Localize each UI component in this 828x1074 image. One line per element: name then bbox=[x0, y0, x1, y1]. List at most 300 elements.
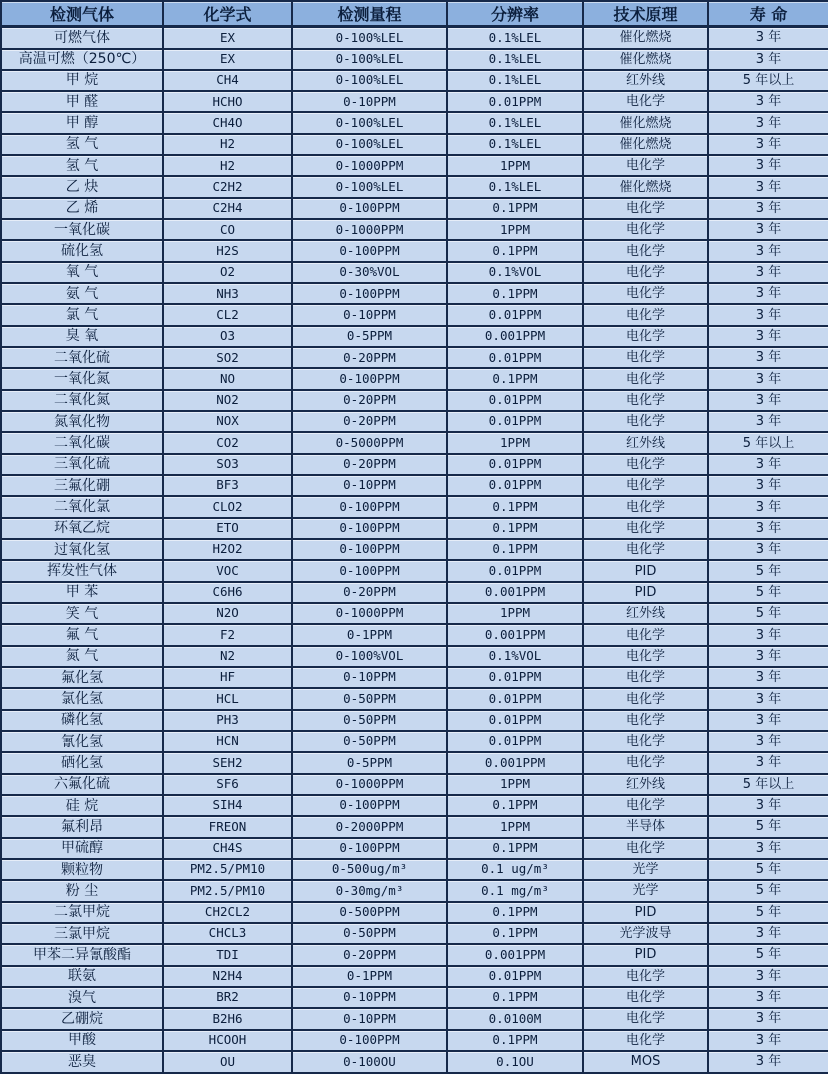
formula-cell: PM2.5/PM10 bbox=[163, 880, 292, 901]
resolution-cell: 1PPM bbox=[447, 603, 583, 624]
resolution-cell: 0.01PPM bbox=[447, 304, 583, 325]
gas-cell: 六氟化硫 bbox=[1, 774, 163, 795]
table-body bbox=[1, 27, 828, 1074]
gas-cell: 硅 烷 bbox=[1, 795, 163, 816]
table-row bbox=[1, 49, 828, 70]
principle-cell: 电化学 bbox=[583, 710, 708, 731]
formula-cell: BF3 bbox=[163, 475, 292, 496]
formula-cell: TDI bbox=[163, 944, 292, 965]
resolution-cell: 0.1%VOL bbox=[447, 646, 583, 667]
lifespan-cell: 5 年 bbox=[708, 816, 828, 837]
gas-cell: 一氧化碳 bbox=[1, 219, 163, 240]
range-cell: 0-30mg/m³ bbox=[292, 880, 447, 901]
lifespan-cell: 3 年 bbox=[708, 710, 828, 731]
table-row bbox=[1, 987, 828, 1008]
principle-cell: 催化燃烧 bbox=[583, 27, 708, 49]
lifespan-cell: 3 年 bbox=[708, 219, 828, 240]
range-cell: 0-100%LEL bbox=[292, 49, 447, 70]
table-row bbox=[1, 923, 828, 944]
resolution-cell: 0.1%LEL bbox=[447, 27, 583, 49]
range-cell: 0-5000PPM bbox=[292, 432, 447, 453]
lifespan-cell: 3 年 bbox=[708, 27, 828, 49]
formula-cell: ETO bbox=[163, 518, 292, 539]
table-row bbox=[1, 198, 828, 219]
formula-cell: VOC bbox=[163, 560, 292, 581]
resolution-cell: 0.1PPM bbox=[447, 198, 583, 219]
formula-cell: HCL bbox=[163, 688, 292, 709]
range-cell: 0-10PPM bbox=[292, 987, 447, 1008]
principle-cell: 催化燃烧 bbox=[583, 176, 708, 197]
resolution-cell: 0.1%LEL bbox=[447, 49, 583, 70]
range-cell: 0-10PPM bbox=[292, 667, 447, 688]
formula-cell: B2H6 bbox=[163, 1008, 292, 1029]
formula-cell: CH2CL2 bbox=[163, 902, 292, 923]
lifespan-cell: 3 年 bbox=[708, 347, 828, 368]
range-cell: 0-100%LEL bbox=[292, 70, 447, 91]
table-row bbox=[1, 795, 828, 816]
lifespan-cell: 3 年 bbox=[708, 475, 828, 496]
resolution-cell: 0.01PPM bbox=[447, 347, 583, 368]
principle-cell: 电化学 bbox=[583, 262, 708, 283]
resolution-cell: 0.01PPM bbox=[447, 966, 583, 987]
table-row bbox=[1, 454, 828, 475]
range-cell: 0-1000PPM bbox=[292, 774, 447, 795]
lifespan-cell: 5 年 bbox=[708, 560, 828, 581]
gas-cell: 乙 烯 bbox=[1, 198, 163, 219]
gas-cell: 甲 醛 bbox=[1, 91, 163, 112]
resolution-cell: 0.001PPM bbox=[447, 944, 583, 965]
gas-cell: 甲酸 bbox=[1, 1030, 163, 1051]
table-row bbox=[1, 667, 828, 688]
gas-cell: 氮 气 bbox=[1, 646, 163, 667]
table-row bbox=[1, 347, 828, 368]
column-header-formula: 化学式 bbox=[163, 1, 292, 27]
table-row bbox=[1, 880, 828, 901]
lifespan-cell: 3 年 bbox=[708, 518, 828, 539]
gas-cell: 硫化氢 bbox=[1, 240, 163, 261]
resolution-cell: 1PPM bbox=[447, 432, 583, 453]
principle-cell: 电化学 bbox=[583, 240, 708, 261]
gas-cell: 粉 尘 bbox=[1, 880, 163, 901]
gas-cell: 甲 醇 bbox=[1, 112, 163, 133]
formula-cell: HF bbox=[163, 667, 292, 688]
resolution-cell: 1PPM bbox=[447, 774, 583, 795]
range-cell: 0-10PPM bbox=[292, 475, 447, 496]
gas-cell: 二氯甲烷 bbox=[1, 902, 163, 923]
range-cell: 0-1PPM bbox=[292, 966, 447, 987]
table-row bbox=[1, 603, 828, 624]
gas-cell: 联氨 bbox=[1, 966, 163, 987]
lifespan-cell: 5 年以上 bbox=[708, 774, 828, 795]
formula-cell: CLO2 bbox=[163, 496, 292, 517]
gas-cell: 甲苯二异氰酸酯 bbox=[1, 944, 163, 965]
principle-cell: 红外线 bbox=[583, 70, 708, 91]
range-cell: 0-100PPM bbox=[292, 198, 447, 219]
principle-cell: 电化学 bbox=[583, 987, 708, 1008]
table-row bbox=[1, 432, 828, 453]
lifespan-cell: 3 年 bbox=[708, 326, 828, 347]
range-cell: 0-100PPM bbox=[292, 539, 447, 560]
range-cell: 0-50PPM bbox=[292, 710, 447, 731]
resolution-cell: 0.1PPM bbox=[447, 1030, 583, 1051]
gas-cell: 三氧化硫 bbox=[1, 454, 163, 475]
table-row bbox=[1, 134, 828, 155]
table-row bbox=[1, 859, 828, 880]
principle-cell: 电化学 bbox=[583, 1008, 708, 1029]
range-cell: 0-100PPM bbox=[292, 496, 447, 517]
lifespan-cell: 3 年 bbox=[708, 688, 828, 709]
lifespan-cell: 3 年 bbox=[708, 49, 828, 70]
formula-cell: CHCL3 bbox=[163, 923, 292, 944]
gas-cell: 氟 气 bbox=[1, 624, 163, 645]
lifespan-cell: 5 年 bbox=[708, 944, 828, 965]
range-cell: 0-100%VOL bbox=[292, 646, 447, 667]
resolution-cell: 0.1PPM bbox=[447, 240, 583, 261]
formula-cell: NO bbox=[163, 368, 292, 389]
principle-cell: 电化学 bbox=[583, 347, 708, 368]
principle-cell: 电化学 bbox=[583, 368, 708, 389]
lifespan-cell: 3 年 bbox=[708, 454, 828, 475]
table-row bbox=[1, 1030, 828, 1051]
formula-cell: NOX bbox=[163, 411, 292, 432]
principle-cell: 电化学 bbox=[583, 966, 708, 987]
range-cell: 0-100%LEL bbox=[292, 134, 447, 155]
column-header-resolution: 分辨率 bbox=[447, 1, 583, 27]
formula-cell: N2O bbox=[163, 603, 292, 624]
formula-cell: H2S bbox=[163, 240, 292, 261]
resolution-cell: 0.01PPM bbox=[447, 560, 583, 581]
header-row bbox=[1, 1, 828, 27]
range-cell: 0-500PPM bbox=[292, 902, 447, 923]
resolution-cell: 0.1PPM bbox=[447, 838, 583, 859]
lifespan-cell: 3 年 bbox=[708, 112, 828, 133]
gas-cell: 挥发性气体 bbox=[1, 560, 163, 581]
formula-cell: OU bbox=[163, 1051, 292, 1073]
range-cell: 0-100PPM bbox=[292, 518, 447, 539]
principle-cell: 红外线 bbox=[583, 774, 708, 795]
principle-cell: 电化学 bbox=[583, 795, 708, 816]
resolution-cell: 0.001PPM bbox=[447, 624, 583, 645]
principle-cell: 电化学 bbox=[583, 496, 708, 517]
resolution-cell: 0.1%LEL bbox=[447, 176, 583, 197]
principle-cell: PID bbox=[583, 560, 708, 581]
lifespan-cell: 3 年 bbox=[708, 390, 828, 411]
lifespan-cell: 5 年 bbox=[708, 880, 828, 901]
formula-cell: O3 bbox=[163, 326, 292, 347]
formula-cell: HCN bbox=[163, 731, 292, 752]
formula-cell: F2 bbox=[163, 624, 292, 645]
resolution-cell: 1PPM bbox=[447, 155, 583, 176]
gas-cell: 甲硫醇 bbox=[1, 838, 163, 859]
table-row bbox=[1, 944, 828, 965]
formula-cell: C6H6 bbox=[163, 582, 292, 603]
range-cell: 0-100PPM bbox=[292, 368, 447, 389]
principle-cell: 电化学 bbox=[583, 688, 708, 709]
lifespan-cell: 3 年 bbox=[708, 539, 828, 560]
lifespan-cell: 3 年 bbox=[708, 1008, 828, 1029]
gas-cell: 乙 炔 bbox=[1, 176, 163, 197]
principle-cell: 电化学 bbox=[583, 731, 708, 752]
lifespan-cell: 3 年 bbox=[708, 752, 828, 773]
range-cell: 0-50PPM bbox=[292, 923, 447, 944]
resolution-cell: 0.1PPM bbox=[447, 368, 583, 389]
formula-cell: SEH2 bbox=[163, 752, 292, 773]
table-row bbox=[1, 624, 828, 645]
formula-cell: CH4S bbox=[163, 838, 292, 859]
formula-cell: HCOOH bbox=[163, 1030, 292, 1051]
formula-cell: H2 bbox=[163, 155, 292, 176]
resolution-cell: 0.1PPM bbox=[447, 539, 583, 560]
principle-cell: 电化学 bbox=[583, 752, 708, 773]
lifespan-cell: 3 年 bbox=[708, 176, 828, 197]
principle-cell: 电化学 bbox=[583, 646, 708, 667]
resolution-cell: 0.1%LEL bbox=[447, 112, 583, 133]
formula-cell: N2 bbox=[163, 646, 292, 667]
resolution-cell: 1PPM bbox=[447, 816, 583, 837]
table-row bbox=[1, 262, 828, 283]
formula-cell: EX bbox=[163, 27, 292, 49]
range-cell: 0-1000PPM bbox=[292, 155, 447, 176]
range-cell: 0-100%LEL bbox=[292, 27, 447, 49]
principle-cell: 电化学 bbox=[583, 390, 708, 411]
gas-cell: 一氧化氮 bbox=[1, 368, 163, 389]
resolution-cell: 0.1%VOL bbox=[447, 262, 583, 283]
resolution-cell: 0.01PPM bbox=[447, 667, 583, 688]
table-row bbox=[1, 219, 828, 240]
table-row bbox=[1, 283, 828, 304]
gas-cell: 三氯甲烷 bbox=[1, 923, 163, 944]
formula-cell: H2O2 bbox=[163, 539, 292, 560]
table-row bbox=[1, 112, 828, 133]
range-cell: 0-5PPM bbox=[292, 326, 447, 347]
resolution-cell: 0.1PPM bbox=[447, 518, 583, 539]
resolution-cell: 0.01PPM bbox=[447, 688, 583, 709]
lifespan-cell: 3 年 bbox=[708, 646, 828, 667]
formula-cell: CO bbox=[163, 219, 292, 240]
range-cell: 0-100%LEL bbox=[292, 112, 447, 133]
lifespan-cell: 3 年 bbox=[708, 304, 828, 325]
lifespan-cell: 3 年 bbox=[708, 134, 828, 155]
formula-cell: EX bbox=[163, 49, 292, 70]
gas-cell: 氯化氢 bbox=[1, 688, 163, 709]
table-row bbox=[1, 390, 828, 411]
range-cell: 0-100PPM bbox=[292, 283, 447, 304]
formula-cell: H2 bbox=[163, 134, 292, 155]
gas-cell: 氢 气 bbox=[1, 134, 163, 155]
formula-cell: SF6 bbox=[163, 774, 292, 795]
table-row bbox=[1, 816, 828, 837]
resolution-cell: 0.01PPM bbox=[447, 390, 583, 411]
table-header bbox=[1, 1, 828, 27]
principle-cell: 电化学 bbox=[583, 1030, 708, 1051]
lifespan-cell: 3 年 bbox=[708, 1051, 828, 1073]
table-row bbox=[1, 560, 828, 581]
resolution-cell: 1PPM bbox=[447, 219, 583, 240]
column-header-range: 检测量程 bbox=[292, 1, 447, 27]
range-cell: 0-100PPM bbox=[292, 240, 447, 261]
lifespan-cell: 3 年 bbox=[708, 1030, 828, 1051]
gas-cell: 三氟化硼 bbox=[1, 475, 163, 496]
table-row bbox=[1, 27, 828, 49]
range-cell: 0-1000PPM bbox=[292, 603, 447, 624]
lifespan-cell: 3 年 bbox=[708, 923, 828, 944]
gas-cell: 二氧化氮 bbox=[1, 390, 163, 411]
principle-cell: 电化学 bbox=[583, 219, 708, 240]
table-row bbox=[1, 518, 828, 539]
gas-cell: 氰化氢 bbox=[1, 731, 163, 752]
principle-cell: 光学 bbox=[583, 880, 708, 901]
range-cell: 0-50PPM bbox=[292, 688, 447, 709]
table-row bbox=[1, 475, 828, 496]
resolution-cell: 0.001PPM bbox=[447, 326, 583, 347]
resolution-cell: 0.1PPM bbox=[447, 923, 583, 944]
principle-cell: 红外线 bbox=[583, 432, 708, 453]
lifespan-cell: 3 年 bbox=[708, 731, 828, 752]
table-row bbox=[1, 539, 828, 560]
table-row bbox=[1, 966, 828, 987]
range-cell: 0-1PPM bbox=[292, 624, 447, 645]
gas-cell: 二氧化硫 bbox=[1, 347, 163, 368]
lifespan-cell: 3 年 bbox=[708, 368, 828, 389]
resolution-cell: 0.01PPM bbox=[447, 731, 583, 752]
table-row bbox=[1, 91, 828, 112]
table-row bbox=[1, 838, 828, 859]
lifespan-cell: 3 年 bbox=[708, 496, 828, 517]
formula-cell: BR2 bbox=[163, 987, 292, 1008]
range-cell: 0-50PPM bbox=[292, 731, 447, 752]
principle-cell: 电化学 bbox=[583, 518, 708, 539]
lifespan-cell: 3 年 bbox=[708, 667, 828, 688]
principle-cell: 催化燃烧 bbox=[583, 49, 708, 70]
principle-cell: 电化学 bbox=[583, 91, 708, 112]
principle-cell: 电化学 bbox=[583, 624, 708, 645]
table-row bbox=[1, 774, 828, 795]
range-cell: 0-20PPM bbox=[292, 390, 447, 411]
resolution-cell: 0.1PPM bbox=[447, 283, 583, 304]
gas-cell: 可燃气体 bbox=[1, 27, 163, 49]
lifespan-cell: 3 年 bbox=[708, 155, 828, 176]
table-row bbox=[1, 688, 828, 709]
lifespan-cell: 3 年 bbox=[708, 624, 828, 645]
principle-cell: 电化学 bbox=[583, 539, 708, 560]
principle-cell: PID bbox=[583, 582, 708, 603]
principle-cell: 电化学 bbox=[583, 454, 708, 475]
gas-cell: 甲 苯 bbox=[1, 582, 163, 603]
principle-cell: 催化燃烧 bbox=[583, 112, 708, 133]
gas-cell: 笑 气 bbox=[1, 603, 163, 624]
table-row bbox=[1, 731, 828, 752]
range-cell: 0-100PPM bbox=[292, 795, 447, 816]
principle-cell: 电化学 bbox=[583, 304, 708, 325]
gas-cell: 氨 气 bbox=[1, 283, 163, 304]
lifespan-cell: 5 年以上 bbox=[708, 70, 828, 91]
resolution-cell: 0.1PPM bbox=[447, 987, 583, 1008]
gas-cell: 氯 气 bbox=[1, 304, 163, 325]
gas-cell: 恶臭 bbox=[1, 1051, 163, 1073]
formula-cell: CH4 bbox=[163, 70, 292, 91]
principle-cell: PID bbox=[583, 944, 708, 965]
formula-cell: C2H4 bbox=[163, 198, 292, 219]
resolution-cell: 0.01PPM bbox=[447, 411, 583, 432]
table-row bbox=[1, 70, 828, 91]
table-row bbox=[1, 902, 828, 923]
resolution-cell: 0.1 mg/m³ bbox=[447, 880, 583, 901]
lifespan-cell: 3 年 bbox=[708, 240, 828, 261]
range-cell: 0-20PPM bbox=[292, 582, 447, 603]
gas-cell: 乙硼烷 bbox=[1, 1008, 163, 1029]
formula-cell: NO2 bbox=[163, 390, 292, 411]
range-cell: 0-2000PPM bbox=[292, 816, 447, 837]
range-cell: 0-20PPM bbox=[292, 347, 447, 368]
resolution-cell: 0.0100M bbox=[447, 1008, 583, 1029]
formula-cell: SO3 bbox=[163, 454, 292, 475]
principle-cell: 电化学 bbox=[583, 838, 708, 859]
lifespan-cell: 3 年 bbox=[708, 838, 828, 859]
gas-cell: 氢 气 bbox=[1, 155, 163, 176]
principle-cell: 光学 bbox=[583, 859, 708, 880]
table-row bbox=[1, 155, 828, 176]
formula-cell: CL2 bbox=[163, 304, 292, 325]
table-row bbox=[1, 411, 828, 432]
table-row bbox=[1, 752, 828, 773]
range-cell: 0-10PPM bbox=[292, 304, 447, 325]
resolution-cell: 0.01PPM bbox=[447, 710, 583, 731]
formula-cell: SO2 bbox=[163, 347, 292, 368]
range-cell: 0-20PPM bbox=[292, 454, 447, 475]
principle-cell: 光学波导 bbox=[583, 923, 708, 944]
resolution-cell: 0.1PPM bbox=[447, 902, 583, 923]
gas-cell: 磷化氢 bbox=[1, 710, 163, 731]
gas-cell: 二氧化碳 bbox=[1, 432, 163, 453]
gas-cell: 氟利昂 bbox=[1, 816, 163, 837]
gas-cell: 氟化氢 bbox=[1, 667, 163, 688]
principle-cell: 电化学 bbox=[583, 283, 708, 304]
range-cell: 0-100OU bbox=[292, 1051, 447, 1073]
gas-cell: 过氧化氢 bbox=[1, 539, 163, 560]
lifespan-cell: 5 年以上 bbox=[708, 432, 828, 453]
table-row bbox=[1, 368, 828, 389]
lifespan-cell: 5 年 bbox=[708, 582, 828, 603]
range-cell: 0-20PPM bbox=[292, 411, 447, 432]
table-row bbox=[1, 326, 828, 347]
resolution-cell: 0.01PPM bbox=[447, 475, 583, 496]
principle-cell: 电化学 bbox=[583, 667, 708, 688]
gas-cell: 臭 氧 bbox=[1, 326, 163, 347]
lifespan-cell: 3 年 bbox=[708, 966, 828, 987]
formula-cell: PM2.5/PM10 bbox=[163, 859, 292, 880]
table-row bbox=[1, 240, 828, 261]
gas-cell: 甲 烷 bbox=[1, 70, 163, 91]
resolution-cell: 0.01PPM bbox=[447, 91, 583, 112]
lifespan-cell: 3 年 bbox=[708, 198, 828, 219]
range-cell: 0-10PPM bbox=[292, 1008, 447, 1029]
gas-cell: 硒化氢 bbox=[1, 752, 163, 773]
range-cell: 0-30%VOL bbox=[292, 262, 447, 283]
principle-cell: 电化学 bbox=[583, 411, 708, 432]
resolution-cell: 0.1%LEL bbox=[447, 70, 583, 91]
resolution-cell: 0.001PPM bbox=[447, 752, 583, 773]
resolution-cell: 0.1PPM bbox=[447, 795, 583, 816]
column-header-gas: 检测气体 bbox=[1, 1, 163, 27]
principle-cell: MOS bbox=[583, 1051, 708, 1073]
resolution-cell: 0.1PPM bbox=[447, 496, 583, 517]
range-cell: 0-5PPM bbox=[292, 752, 447, 773]
table-row bbox=[1, 176, 828, 197]
table-row bbox=[1, 1051, 828, 1073]
column-header-lifespan: 寿 命 bbox=[708, 1, 828, 27]
range-cell: 0-100PPM bbox=[292, 560, 447, 581]
resolution-cell: 0.1%LEL bbox=[447, 134, 583, 155]
